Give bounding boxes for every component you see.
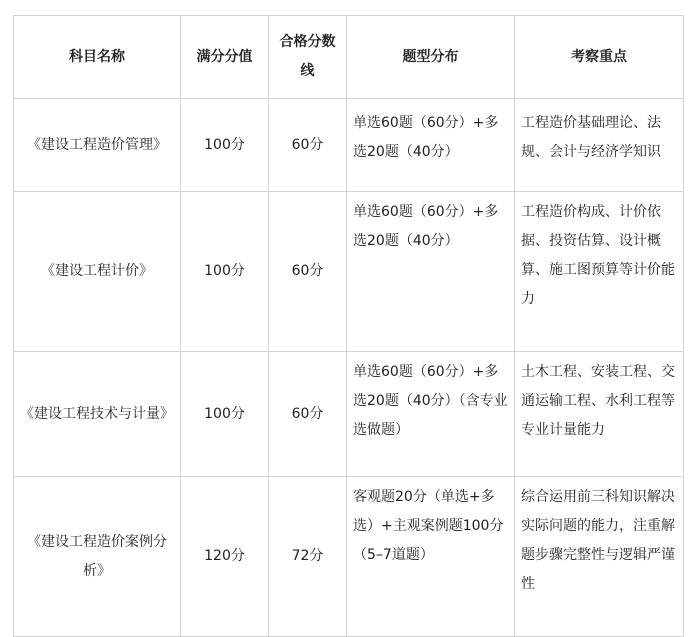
focus-cell: 土木工程、安装工程、交通运输工程、水利工程等专业计量能力 <box>515 352 684 477</box>
table-row <box>14 352 684 477</box>
full-score-cell: 100分 <box>181 192 269 352</box>
focus-cell: 综合运用前三科知识解决实际问题的能力，注重解题步骤完整性与逻辑严谨性 <box>515 477 684 637</box>
table-row <box>14 192 684 352</box>
subject-cell: 《建设工程造价管理》 <box>14 99 181 192</box>
question-types-cell: 客观题20分（单选+多选）+主观案例题100分（5–7道题） <box>347 477 515 637</box>
focus-cell: 工程造价构成、计价依据、投资估算、设计概算、施工图预算等计价能力 <box>515 192 684 352</box>
subject-cell: 《建设工程造价案例分析》 <box>14 477 181 637</box>
table-row <box>14 99 684 192</box>
full-score-cell: 100分 <box>181 99 269 192</box>
question-types-cell: 单选60题（60分）+多选20题（40分） <box>347 99 515 192</box>
pass-line-cell: 60分 <box>269 192 347 352</box>
header-subject-name: 科目名称 <box>14 16 181 99</box>
full-score-cell: 120分 <box>181 477 269 637</box>
pass-line-cell: 60分 <box>269 352 347 477</box>
pass-line-cell: 72分 <box>269 477 347 637</box>
pass-line-cell: 60分 <box>269 99 347 192</box>
question-types-cell: 单选60题（60分）+多选20题（40分）（含专业选做题） <box>347 352 515 477</box>
full-score-cell: 100分 <box>181 352 269 477</box>
question-types-cell: 单选60题（60分）+多选20题（40分） <box>347 192 515 352</box>
focus-cell: 工程造价基础理论、法规、会计与经济学知识 <box>515 99 684 192</box>
header-full-score: 满分分值 <box>181 16 269 99</box>
table-header-row <box>14 16 684 99</box>
subject-cell: 《建设工程计价》 <box>14 192 181 352</box>
exam-subjects-table <box>13 15 684 637</box>
header-question-types: 题型分布 <box>347 16 515 99</box>
table-row <box>14 477 684 637</box>
header-focus: 考察重点 <box>515 16 684 99</box>
subject-cell: 《建设工程技术与计量》 <box>14 352 181 477</box>
header-pass-line: 合格分数线 <box>269 16 347 99</box>
